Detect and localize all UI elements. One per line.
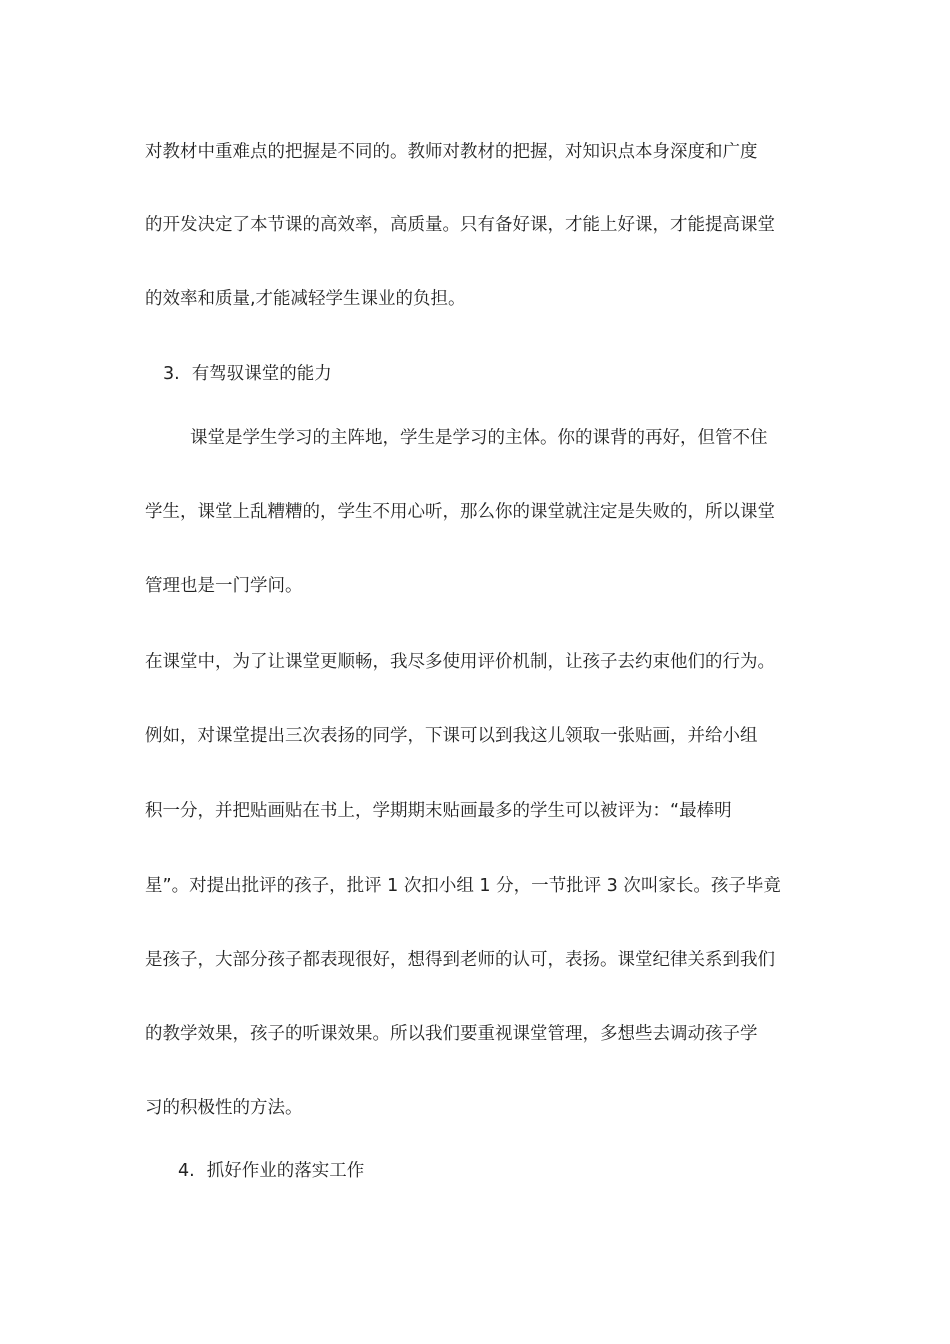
- text-line: 积一分，并把贴画贴在书上，学期期末贴画最多的学生可以被评为：“最棒明: [145, 801, 732, 821]
- text-line: 对教材中重难点的把握是不同的。教师对教材的把握，对知识点本身深度和广度: [145, 142, 758, 162]
- text-line: 管理也是一门学问。: [145, 576, 303, 596]
- text-line: 例如，对课堂提出三次表扬的同学，下课可以到我这儿领取一张贴画，并给小组: [145, 726, 758, 746]
- text-line: 课堂是学生学习的主阵地，学生是学习的主体。你的课背的再好，但管不住: [190, 428, 768, 448]
- text-line: 的效率和质量,才能减轻学生课业的负担。: [145, 289, 466, 309]
- section-heading-3: [163, 362, 332, 386]
- text-line: 学生，课堂上乱糟糟的，学生不用心听，那么你的课堂就注定是失败的，所以课堂: [145, 502, 775, 522]
- text-line: 的开发决定了本节课的高效率，高质量。只有备好课，才能上好课，才能提高课堂: [145, 215, 775, 235]
- text-line: 在课堂中，为了让课堂更顺畅，我尽多使用评价机制，让孩子去约束他们的行为。: [145, 652, 775, 672]
- section-heading-4: [178, 1159, 364, 1183]
- text-line: 的教学效果，孩子的听课效果。所以我们要重视课堂管理，多想些去调动孩子学: [145, 1024, 758, 1044]
- section-number: 3.: [163, 364, 180, 384]
- section-title: 抓好作业的落实工作: [206, 1161, 365, 1181]
- section-number: 4.: [178, 1161, 195, 1181]
- section-title: 有驾驭课堂的能力: [191, 364, 332, 384]
- text-line: 习的积极性的方法。: [145, 1098, 303, 1118]
- text-line: 星”。对提出批评的孩子，批评 1 次扣小组 1 分，一节批评 3 次叫家长。孩子毕竟: [145, 876, 781, 896]
- text-line: 是孩子，大部分孩子都表现很好，想得到老师的认可，表扬。课堂纪律关系到我们: [145, 950, 775, 970]
